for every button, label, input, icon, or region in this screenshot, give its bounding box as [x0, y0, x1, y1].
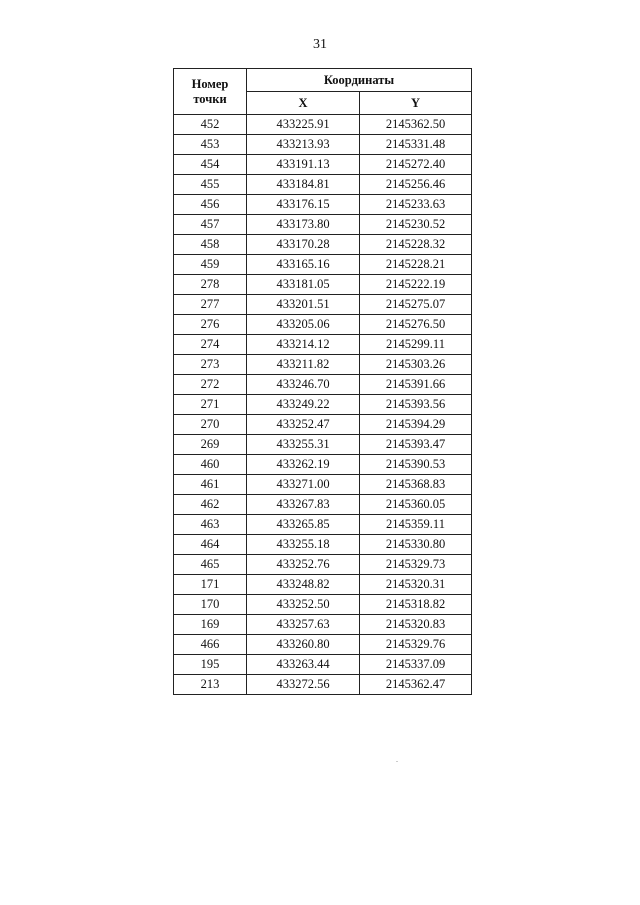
x-coordinate-cell: 433213.93	[247, 135, 360, 155]
point-number-cell: 270	[174, 415, 247, 435]
x-coordinate-cell: 433265.85	[247, 515, 360, 535]
y-coordinate-cell: 2145390.53	[360, 455, 472, 475]
point-number-cell: 459	[174, 255, 247, 275]
x-coordinate-cell: 433252.76	[247, 555, 360, 575]
page-number: 31	[313, 37, 327, 52]
x-coordinate-cell: 433225.91	[247, 115, 360, 135]
y-coordinate-cell: 2145228.21	[360, 255, 472, 275]
point-number-cell: 461	[174, 475, 247, 495]
x-coordinate-cell: 433248.82	[247, 575, 360, 595]
table-row	[174, 515, 472, 535]
y-coordinate-cell: 2145329.76	[360, 635, 472, 655]
table-row	[174, 135, 472, 155]
point-number-cell: 460	[174, 455, 247, 475]
point-number-cell: 465	[174, 555, 247, 575]
y-coordinate-cell: 2145228.32	[360, 235, 472, 255]
point-number-cell: 452	[174, 115, 247, 135]
x-coordinate-cell: 433267.83	[247, 495, 360, 515]
y-coordinate-cell: 2145303.26	[360, 355, 472, 375]
table-row	[174, 155, 472, 175]
x-coordinate-cell: 433263.44	[247, 655, 360, 675]
coordinates-header: Координаты	[247, 69, 472, 92]
y-coordinate-cell: 2145362.50	[360, 115, 472, 135]
x-coordinate-cell: 433262.19	[247, 455, 360, 475]
table-row	[174, 375, 472, 395]
table-row	[174, 615, 472, 635]
x-coordinate-cell: 433205.06	[247, 315, 360, 335]
x-coordinate-cell: 433181.05	[247, 275, 360, 295]
table-row	[174, 655, 472, 675]
y-coordinate-cell: 2145362.47	[360, 675, 472, 695]
x-coordinate-cell: 433260.80	[247, 635, 360, 655]
point-number-cell: 458	[174, 235, 247, 255]
y-coordinate-cell: 2145391.66	[360, 375, 472, 395]
y-coordinate-cell: 2145275.07	[360, 295, 472, 315]
y-coordinate-cell: 2145393.56	[360, 395, 472, 415]
point-number-cell: 462	[174, 495, 247, 515]
table-row	[174, 295, 472, 315]
table-row	[174, 475, 472, 495]
y-coordinate-cell: 2145276.50	[360, 315, 472, 335]
point-number-cell: 278	[174, 275, 247, 295]
x-coordinate-cell: 433252.50	[247, 595, 360, 615]
y-coordinate-cell: 2145359.11	[360, 515, 472, 535]
x-coordinate-cell: 433173.80	[247, 215, 360, 235]
y-coordinate-cell: 2145393.47	[360, 435, 472, 455]
y-coordinate-cell: 2145320.31	[360, 575, 472, 595]
x-coordinate-cell: 433257.63	[247, 615, 360, 635]
y-coordinate-cell: 2145318.82	[360, 595, 472, 615]
y-coordinate-cell: 2145329.73	[360, 555, 472, 575]
y-coordinate-cell: 2145299.11	[360, 335, 472, 355]
y-coordinate-cell: 2145368.83	[360, 475, 472, 495]
table-row	[174, 675, 472, 695]
table-row	[174, 275, 472, 295]
point-number-cell: 457	[174, 215, 247, 235]
point-number-cell: 464	[174, 535, 247, 555]
table-row	[174, 555, 472, 575]
y-coordinate-cell: 2145272.40	[360, 155, 472, 175]
point-number-cell: 272	[174, 375, 247, 395]
x-coordinate-cell: 433246.70	[247, 375, 360, 395]
x-coordinate-cell: 433252.47	[247, 415, 360, 435]
table-row	[174, 535, 472, 555]
table-row	[174, 415, 472, 435]
x-coordinate-cell: 433255.18	[247, 535, 360, 555]
point-number-cell: 455	[174, 175, 247, 195]
coordinates-table	[173, 68, 472, 695]
y-coordinate-cell: 2145360.05	[360, 495, 472, 515]
table-row	[174, 395, 472, 415]
point-number-cell: 170	[174, 595, 247, 615]
x-coordinate-cell: 433255.31	[247, 435, 360, 455]
point-number-cell: 276	[174, 315, 247, 335]
y-coordinate-cell: 2145320.83	[360, 615, 472, 635]
point-number-cell: 454	[174, 155, 247, 175]
scan-speck	[396, 761, 398, 762]
y-coordinate-cell: 2145337.09	[360, 655, 472, 675]
x-coordinate-cell: 433176.15	[247, 195, 360, 215]
table-row	[174, 115, 472, 135]
x-coordinate-cell: 433249.22	[247, 395, 360, 415]
table-row	[174, 315, 472, 335]
y-coordinate-cell: 2145256.46	[360, 175, 472, 195]
table-row	[174, 595, 472, 615]
y-coordinate-cell: 2145230.52	[360, 215, 472, 235]
table-row	[174, 175, 472, 195]
table-header	[174, 69, 472, 115]
point-number-cell: 169	[174, 615, 247, 635]
table-row	[174, 495, 472, 515]
point-number-header: Номер точки	[174, 69, 247, 115]
x-coordinate-cell: 433170.28	[247, 235, 360, 255]
x-coordinate-cell: 433211.82	[247, 355, 360, 375]
point-number-cell: 274	[174, 335, 247, 355]
table-row	[174, 355, 472, 375]
point-number-cell: 171	[174, 575, 247, 595]
point-number-cell: 277	[174, 295, 247, 315]
point-number-cell: 466	[174, 635, 247, 655]
x-coordinate-cell: 433271.00	[247, 475, 360, 495]
table-row	[174, 335, 472, 355]
x-coordinate-cell: 433214.12	[247, 335, 360, 355]
point-number-cell: 273	[174, 355, 247, 375]
y-coordinate-cell: 2145233.63	[360, 195, 472, 215]
y-coordinate-cell: 2145222.19	[360, 275, 472, 295]
table-row	[174, 255, 472, 275]
point-number-cell: 269	[174, 435, 247, 455]
point-number-cell: 456	[174, 195, 247, 215]
point-number-cell: 213	[174, 675, 247, 695]
x-coordinate-cell: 433272.56	[247, 675, 360, 695]
point-number-cell: 463	[174, 515, 247, 535]
x-coordinate-cell: 433191.13	[247, 155, 360, 175]
x-coordinate-cell: 433165.16	[247, 255, 360, 275]
point-number-cell: 271	[174, 395, 247, 415]
table-row	[174, 195, 472, 215]
x-column-header: X	[247, 92, 360, 115]
table-row	[174, 235, 472, 255]
table-row	[174, 435, 472, 455]
table-row	[174, 635, 472, 655]
table-row	[174, 575, 472, 595]
table-body	[174, 115, 472, 695]
x-coordinate-cell: 433201.51	[247, 295, 360, 315]
y-coordinate-cell: 2145330.80	[360, 535, 472, 555]
table-row	[174, 215, 472, 235]
y-column-header: Y	[360, 92, 472, 115]
point-number-cell: 195	[174, 655, 247, 675]
x-coordinate-cell: 433184.81	[247, 175, 360, 195]
y-coordinate-cell: 2145394.29	[360, 415, 472, 435]
table-row	[174, 455, 472, 475]
y-coordinate-cell: 2145331.48	[360, 135, 472, 155]
point-number-cell: 453	[174, 135, 247, 155]
